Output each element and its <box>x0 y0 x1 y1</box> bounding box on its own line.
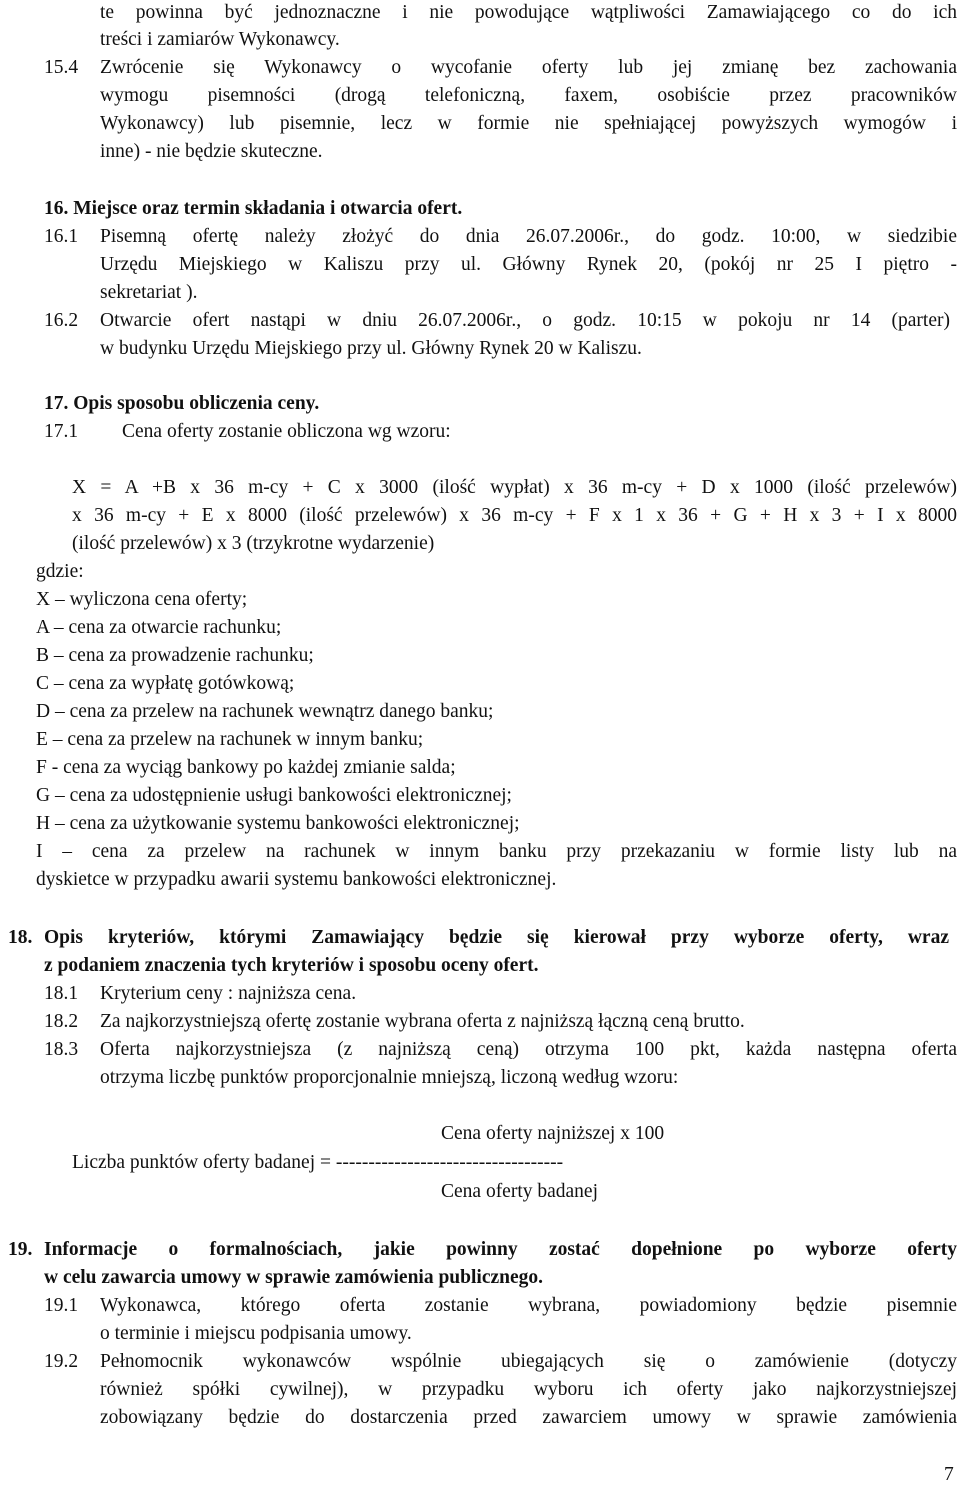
section-heading: 16. Miejsce oraz termin składania i otwarcia ofert. <box>44 198 463 219</box>
formula-line: Liczba punktów oferty badanej = ----------------------------------- <box>72 1152 564 1173</box>
paragraph-line: również spółki cywilnej), w przypadku wyboru ich oferty jako najkorzystniejszej <box>100 1379 957 1400</box>
paragraph-line: zobowiązany będzie do dostarczenia przed zawarciem umowy w sprawie zamówienia <box>100 1407 957 1428</box>
item-number: 17.1 <box>44 421 79 442</box>
paragraph-line: Kryterium ceny : najniższa cena. <box>100 983 357 1004</box>
formula-line: X = A +B x 36 m-cy + C x 3000 (ilość wypłat) x 36 m-cy + D x 1000 (ilość przelewów) <box>72 477 957 498</box>
paragraph-line: Otwarcie ofert nastąpi w dniu 26.07.2006r., o godz. 10:15 w pokoju nr 14 (parter) <box>100 310 950 331</box>
item-number: 18.2 <box>44 1011 79 1032</box>
definition-item: I – cena za przelew na rachunek w innym banku przy przekazaniu w formie listy lub na <box>36 841 957 862</box>
item-number: 18.3 <box>44 1039 79 1060</box>
item-number: 19.1 <box>44 1295 79 1316</box>
formula-denominator: Cena oferty badanej <box>441 1181 599 1202</box>
formula-line: (ilość przelewów) x 3 (trzykrotne wydarzenie) <box>72 533 435 554</box>
section-heading: Informacje o formalnościach, jakie powinny zostać dopełnione po wyborze oferty <box>44 1239 957 1260</box>
formula-numerator: Cena oferty najniższej x 100 <box>441 1123 665 1144</box>
section-heading: w celu zawarcia umowy w sprawie zamówienia publicznego. <box>44 1267 544 1288</box>
section-heading: z podaniem znaczenia tych kryteriów i sposobu oceny ofert. <box>44 955 539 976</box>
paragraph-line: te powinna być jednoznaczne i nie powodujące wątpliwości Zamawiającego co do ich <box>100 2 957 23</box>
definition-item: F - cena za wyciąg bankowy po każdej zmianie salda; <box>36 757 456 778</box>
item-number: 16.2 <box>44 310 79 331</box>
paragraph-line: Pełnomocnik wykonawców wspólnie ubiegających się o zamówienie (dotyczy <box>100 1351 957 1372</box>
paragraph-line: Za najkorzystniejszą ofertę zostanie wybrana oferta z najniższą łączną ceną brutto. <box>100 1011 745 1032</box>
item-number: 19.2 <box>44 1351 79 1372</box>
paragraph-line: Urzędu Miejskiego w Kaliszu przy ul. Główny Rynek 20, (pokój nr 25 I piętro - <box>100 254 957 275</box>
item-number: 18.1 <box>44 983 79 1004</box>
paragraph-line: Oferta najkorzystniejsza (z najniższą ceną) otrzyma 100 pkt, każda następna oferta <box>100 1039 957 1060</box>
paragraph-line: Zwrócenie się Wykonawcy o wycofanie oferty lub jej zmianę bez zachowania <box>100 57 957 78</box>
definition-item: D – cena za przelew na rachunek wewnątrz danego banku; <box>36 701 494 722</box>
paragraph-line: sekretariat ). <box>100 282 198 303</box>
definition-item: B – cena za prowadzenie rachunku; <box>36 645 314 666</box>
paragraph-line: o terminie i miejscu podpisania umowy. <box>100 1323 412 1344</box>
paragraph-line: Cena oferty zostanie obliczona wg wzoru: <box>122 421 451 442</box>
item-number: 15.4 <box>44 57 79 78</box>
formula-line: x 36 m-cy + E x 8000 (ilość przelewów) x 36 m-cy + F x 1 x 36 + G + H x 3 + I x 8000 <box>72 505 957 526</box>
definition-item: C – cena za wypłatę gotówkową; <box>36 673 295 694</box>
page-number: 7 <box>944 1464 954 1485</box>
definition-item: X – wyliczona cena oferty; <box>36 589 248 610</box>
section-heading: Opis kryteriów, którymi Zamawiający będzie się kierował przy wyborze oferty, wraz <box>44 927 949 948</box>
paragraph-line: wymogu pisemności (drogą telefoniczną, faxem, osobiście przez pracowników <box>100 85 957 106</box>
item-number: 16.1 <box>44 226 79 247</box>
definition-item: A – cena za otwarcie rachunku; <box>36 617 282 638</box>
paragraph-line: Wykonawca, którego oferta zostanie wybrana, powiadomiony będzie pisemnie <box>100 1295 957 1316</box>
definition-item: G – cena za udostępnienie usługi bankowości elektronicznej; <box>36 785 512 806</box>
paragraph-line: inne) - nie będzie skuteczne. <box>100 141 323 162</box>
section-number: 19. <box>8 1239 33 1260</box>
definition-item: dyskietce w przypadku awarii systemu bankowości elektronicznej. <box>36 869 557 890</box>
paragraph-line: Pisemną ofertę należy złożyć do dnia 26.07.2006r., do godz. 10:00, w siedzibie <box>100 226 957 247</box>
where-label: gdzie: <box>36 561 84 582</box>
paragraph-line: w budynku Urzędu Miejskiego przy ul. Główny Rynek 20 w Kaliszu. <box>100 338 642 359</box>
paragraph-line: otrzyma liczbę punktów proporcjonalnie mniejszą, liczoną według wzoru: <box>100 1067 679 1088</box>
section-number: 18. <box>8 927 33 948</box>
definition-item: E – cena za przelew na rachunek w innym banku; <box>36 729 424 750</box>
paragraph-line: treści i zamiarów Wykonawcy. <box>100 29 340 50</box>
paragraph-line: Wykonawcy) lub pisemnie, lecz w formie nie spełniającej powyższych wymogów i <box>100 113 957 134</box>
section-heading: 17. Opis sposobu obliczenia ceny. <box>44 393 320 414</box>
definition-item: H – cena za użytkowanie systemu bankowości elektronicznej; <box>36 813 520 834</box>
